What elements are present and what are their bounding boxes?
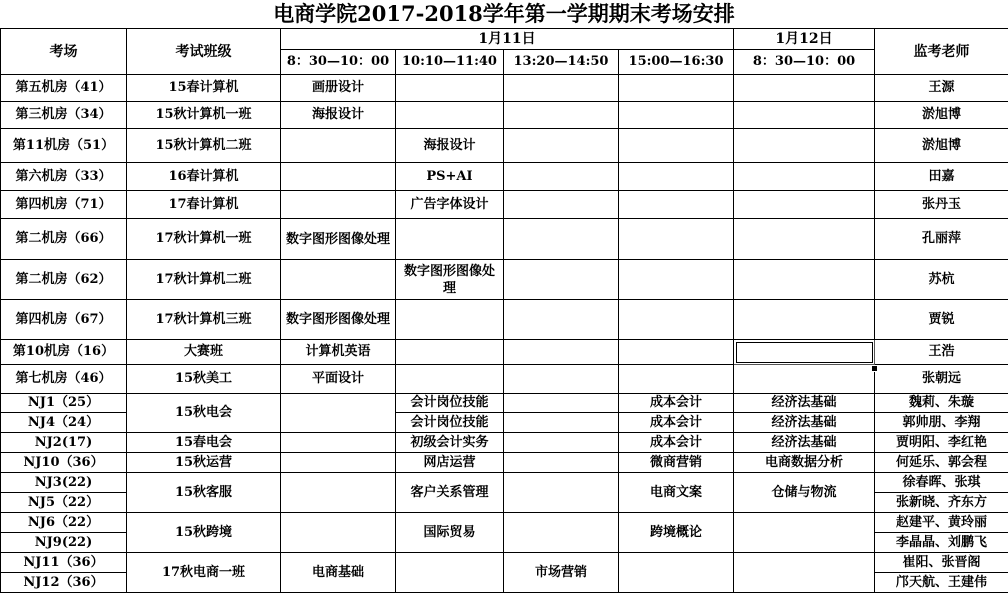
cell-slot-3[interactable] <box>504 75 619 102</box>
cell-slot-4[interactable] <box>619 75 734 102</box>
cell-teacher[interactable]: 贾锐 <box>875 300 1008 340</box>
cell-slot-3[interactable]: 市场营销 <box>504 553 619 593</box>
cell-class[interactable]: 17秋计算机二班 <box>127 260 281 300</box>
cell-teacher[interactable]: 张朝远 <box>875 365 1008 394</box>
cell-class[interactable]: 大赛班 <box>127 340 281 365</box>
cell-slot-3[interactable] <box>504 365 619 394</box>
cell-slot-1[interactable]: 数字图形图像处理 <box>281 300 396 340</box>
cell-slot-1[interactable] <box>281 260 396 300</box>
header-room[interactable]: 考场 <box>1 29 127 75</box>
cell-room[interactable]: 第七机房（46） <box>1 365 127 394</box>
cell-teacher[interactable]: 崔阳、张晋阁 <box>875 553 1008 573</box>
cell-slot-2[interactable] <box>396 219 504 260</box>
cell-slot-1[interactable] <box>281 433 396 453</box>
cell-teacher[interactable]: 张新晓、齐东方 <box>875 493 1008 513</box>
cell-teacher[interactable]: 王浩 <box>875 340 1008 365</box>
cell-slot-5[interactable]: 经济法基础 <box>734 413 875 433</box>
cell-slot-2[interactable]: 会计岗位技能 <box>396 394 504 413</box>
cell-class[interactable]: 15秋跨境 <box>127 513 281 553</box>
cell-class[interactable]: 17秋电商一班 <box>127 553 281 593</box>
cell-teacher[interactable]: 张丹玉 <box>875 191 1008 219</box>
header-invigilator[interactable]: 监考老师 <box>875 29 1008 75</box>
cell-teacher[interactable]: 贾明阳、李红艳 <box>875 433 1008 453</box>
cell-room[interactable]: 第10机房（16） <box>1 340 127 365</box>
cell-slot-5[interactable]: 仓储与物流 <box>734 473 875 513</box>
cell-class[interactable]: 15秋美工 <box>127 365 281 394</box>
cell-slot-2[interactable] <box>396 340 504 365</box>
cell-slot-5[interactable] <box>734 300 875 340</box>
cell-class[interactable]: 15秋客服 <box>127 473 281 513</box>
header-day1[interactable]: 1月11日 <box>281 29 734 50</box>
cell-teacher[interactable]: 魏莉、朱璇 <box>875 394 1008 413</box>
cell-slot-1[interactable] <box>281 473 396 513</box>
cell-room[interactable]: NJ12（36） <box>1 573 127 593</box>
cell-slot-4[interactable] <box>619 553 734 593</box>
cell-slot-1[interactable]: 电商基础 <box>281 553 396 593</box>
cell-slot-1[interactable] <box>281 453 396 473</box>
cell-room[interactable]: NJ10（36） <box>1 453 127 473</box>
cell-slot-3[interactable] <box>504 394 619 413</box>
cell-class[interactable]: 15春电会 <box>127 433 281 453</box>
cell-teacher[interactable]: 赵建平、黄玲丽 <box>875 513 1008 533</box>
cell-teacher[interactable]: 淤旭博 <box>875 129 1008 163</box>
cell-slot-2[interactable]: 广告字体设计 <box>396 191 504 219</box>
cell-slot-1[interactable] <box>281 513 396 553</box>
cell-slot-1[interactable]: 海报设计 <box>281 102 396 129</box>
cell-slot-3[interactable] <box>504 129 619 163</box>
cell-slot-1[interactable]: 数字图形图像处理 <box>281 219 396 260</box>
cell-slot-2[interactable]: 初级会计实务 <box>396 433 504 453</box>
cell-slot-2[interactable]: 客户关系管理 <box>396 473 504 513</box>
cell-teacher[interactable]: 徐春晖、张琪 <box>875 473 1008 493</box>
cell-class[interactable]: 17春计算机 <box>127 191 281 219</box>
cell-class[interactable]: 15秋计算机二班 <box>127 129 281 163</box>
cell-teacher[interactable]: 苏杭 <box>875 260 1008 300</box>
cell-slot-2[interactable] <box>396 102 504 129</box>
cell-slot-4[interactable] <box>619 340 734 365</box>
cell-slot-5[interactable] <box>734 129 875 163</box>
header-class[interactable]: 考试班级 <box>127 29 281 75</box>
cell-slot-5[interactable] <box>734 513 875 553</box>
cell-slot-3[interactable] <box>504 453 619 473</box>
cell-room[interactable]: NJ2(17) <box>1 433 127 453</box>
cell-slot-5[interactable] <box>734 191 875 219</box>
cell-slot-2[interactable] <box>396 553 504 593</box>
cell-slot-1[interactable]: 平面设计 <box>281 365 396 394</box>
header-slot-3[interactable]: 13:20—14:50 <box>504 50 619 75</box>
cell-slot-4[interactable] <box>619 102 734 129</box>
cell-room[interactable]: NJ5（22） <box>1 493 127 513</box>
cell-slot-2[interactable]: 网店运营 <box>396 453 504 473</box>
cell-slot-2[interactable]: 海报设计 <box>396 129 504 163</box>
cell-slot-1[interactable] <box>281 394 396 433</box>
cell-slot-2[interactable]: PS+AI <box>396 163 504 191</box>
cell-room[interactable]: NJ1（25） <box>1 394 127 413</box>
cell-slot-3[interactable] <box>504 473 619 513</box>
cell-slot-2[interactable] <box>396 300 504 340</box>
cell-slot-3[interactable] <box>504 300 619 340</box>
cell-slot-4[interactable] <box>619 300 734 340</box>
cell-room[interactable]: 第二机房（66） <box>1 219 127 260</box>
cell-slot-4[interactable]: 成本会计 <box>619 433 734 453</box>
cell-slot-2[interactable]: 国际贸易 <box>396 513 504 553</box>
cell-slot-4[interactable] <box>619 163 734 191</box>
cell-room[interactable]: NJ6（22） <box>1 513 127 533</box>
cell-slot-4[interactable] <box>619 129 734 163</box>
cell-slot-5[interactable] <box>734 219 875 260</box>
cell-slot-5[interactable]: 经济法基础 <box>734 394 875 413</box>
sheet-title: 电商学院2017-2018学年第一学期期末考场安排 <box>273 1 735 26</box>
cell-slot-5[interactable] <box>734 163 875 191</box>
header-slot-4[interactable]: 15:00—16:30 <box>619 50 734 75</box>
selected-cell[interactable] <box>734 340 875 365</box>
cell-room[interactable]: 第六机房（33） <box>1 163 127 191</box>
cell-slot-4[interactable]: 成本会计 <box>619 413 734 433</box>
cell-teacher[interactable]: 郭帅朋、李翔 <box>875 413 1008 433</box>
cell-slot-2[interactable]: 数字图形图像处理 <box>396 260 504 300</box>
cell-slot-5[interactable] <box>734 260 875 300</box>
cell-slot-3[interactable] <box>504 340 619 365</box>
cell-slot-5[interactable] <box>734 553 875 593</box>
cell-class[interactable]: 15春计算机 <box>127 75 281 102</box>
cell-class[interactable]: 15秋运营 <box>127 453 281 473</box>
cell-room[interactable]: 第五机房（41） <box>1 75 127 102</box>
cell-slot-1[interactable] <box>281 191 396 219</box>
cell-teacher[interactable]: 王源 <box>875 75 1008 102</box>
cell-slot-1[interactable] <box>281 129 396 163</box>
cell-slot-3[interactable] <box>504 413 619 433</box>
cell-slot-1[interactable]: 计算机英语 <box>281 340 396 365</box>
cell-slot-5[interactable]: 电商数据分析 <box>734 453 875 473</box>
cell-slot-4[interactable] <box>619 260 734 300</box>
cell-slot-5[interactable] <box>734 75 875 102</box>
cell-teacher[interactable]: 李晶晶、刘鹏飞 <box>875 533 1008 553</box>
cell-room[interactable]: NJ4（24） <box>1 413 127 433</box>
cell-slot-3[interactable] <box>504 433 619 453</box>
cell-room[interactable]: 第三机房（34） <box>1 102 127 129</box>
cell-teacher[interactable]: 淤旭博 <box>875 102 1008 129</box>
cell-class[interactable]: 16春计算机 <box>127 163 281 191</box>
cell-slot-2[interactable]: 会计岗位技能 <box>396 413 504 433</box>
cell-teacher[interactable]: 何延乐、郭会程 <box>875 453 1008 473</box>
fill-handle[interactable] <box>871 365 878 372</box>
cell-slot-3[interactable] <box>504 513 619 553</box>
header-day2[interactable]: 1月12日 <box>734 29 875 50</box>
cell-slot-5[interactable] <box>734 102 875 129</box>
cell-teacher[interactable]: 田嘉 <box>875 163 1008 191</box>
cell-slot-4[interactable] <box>619 219 734 260</box>
cell-slot-4[interactable]: 成本会计 <box>619 394 734 413</box>
cell-slot-1[interactable] <box>281 163 396 191</box>
cell-room[interactable]: 第四机房（71） <box>1 191 127 219</box>
cell-room[interactable]: 第二机房（62） <box>1 260 127 300</box>
cell-slot-3[interactable] <box>504 163 619 191</box>
cell-class[interactable]: 17秋计算机三班 <box>127 300 281 340</box>
cell-slot-1[interactable]: 画册设计 <box>281 75 396 102</box>
cell-slot-3[interactable] <box>504 219 619 260</box>
cell-slot-4[interactable]: 电商文案 <box>619 473 734 513</box>
cell-class[interactable]: 15秋计算机一班 <box>127 102 281 129</box>
header-slot-2[interactable]: 10:10—11:40 <box>396 50 504 75</box>
cell-room[interactable]: 第四机房（67） <box>1 300 127 340</box>
cell-teacher[interactable]: 孔丽萍 <box>875 219 1008 260</box>
cell-room[interactable]: 第11机房（51） <box>1 129 127 163</box>
cell-slot-4[interactable] <box>619 191 734 219</box>
cell-slot-3[interactable] <box>504 102 619 129</box>
cell-slot-2[interactable] <box>396 365 504 394</box>
cell-slot-2[interactable] <box>396 75 504 102</box>
exam-schedule-table <box>0 28 1008 593</box>
cell-slot-4[interactable]: 微商营销 <box>619 453 734 473</box>
cell-slot-3[interactable] <box>504 191 619 219</box>
cell-slot-5[interactable] <box>734 365 875 394</box>
header-slot-5[interactable]: 8：30—10：00 <box>734 50 875 75</box>
cell-teacher[interactable]: 邝天航、王建伟 <box>875 573 1008 593</box>
header-slot-1[interactable]: 8：30—10：00 <box>281 50 396 75</box>
cell-class[interactable]: 15秋电会 <box>127 394 281 433</box>
cell-room[interactable]: NJ9(22) <box>1 533 127 553</box>
cell-slot-3[interactable] <box>504 260 619 300</box>
cell-room[interactable]: NJ3(22) <box>1 473 127 493</box>
cell-room[interactable]: NJ11（36） <box>1 553 127 573</box>
cell-class[interactable]: 17秋计算机一班 <box>127 219 281 260</box>
cell-slot-4[interactable]: 跨境概论 <box>619 513 734 553</box>
cell-slot-5[interactable]: 经济法基础 <box>734 433 875 453</box>
cell-slot-4[interactable] <box>619 365 734 394</box>
